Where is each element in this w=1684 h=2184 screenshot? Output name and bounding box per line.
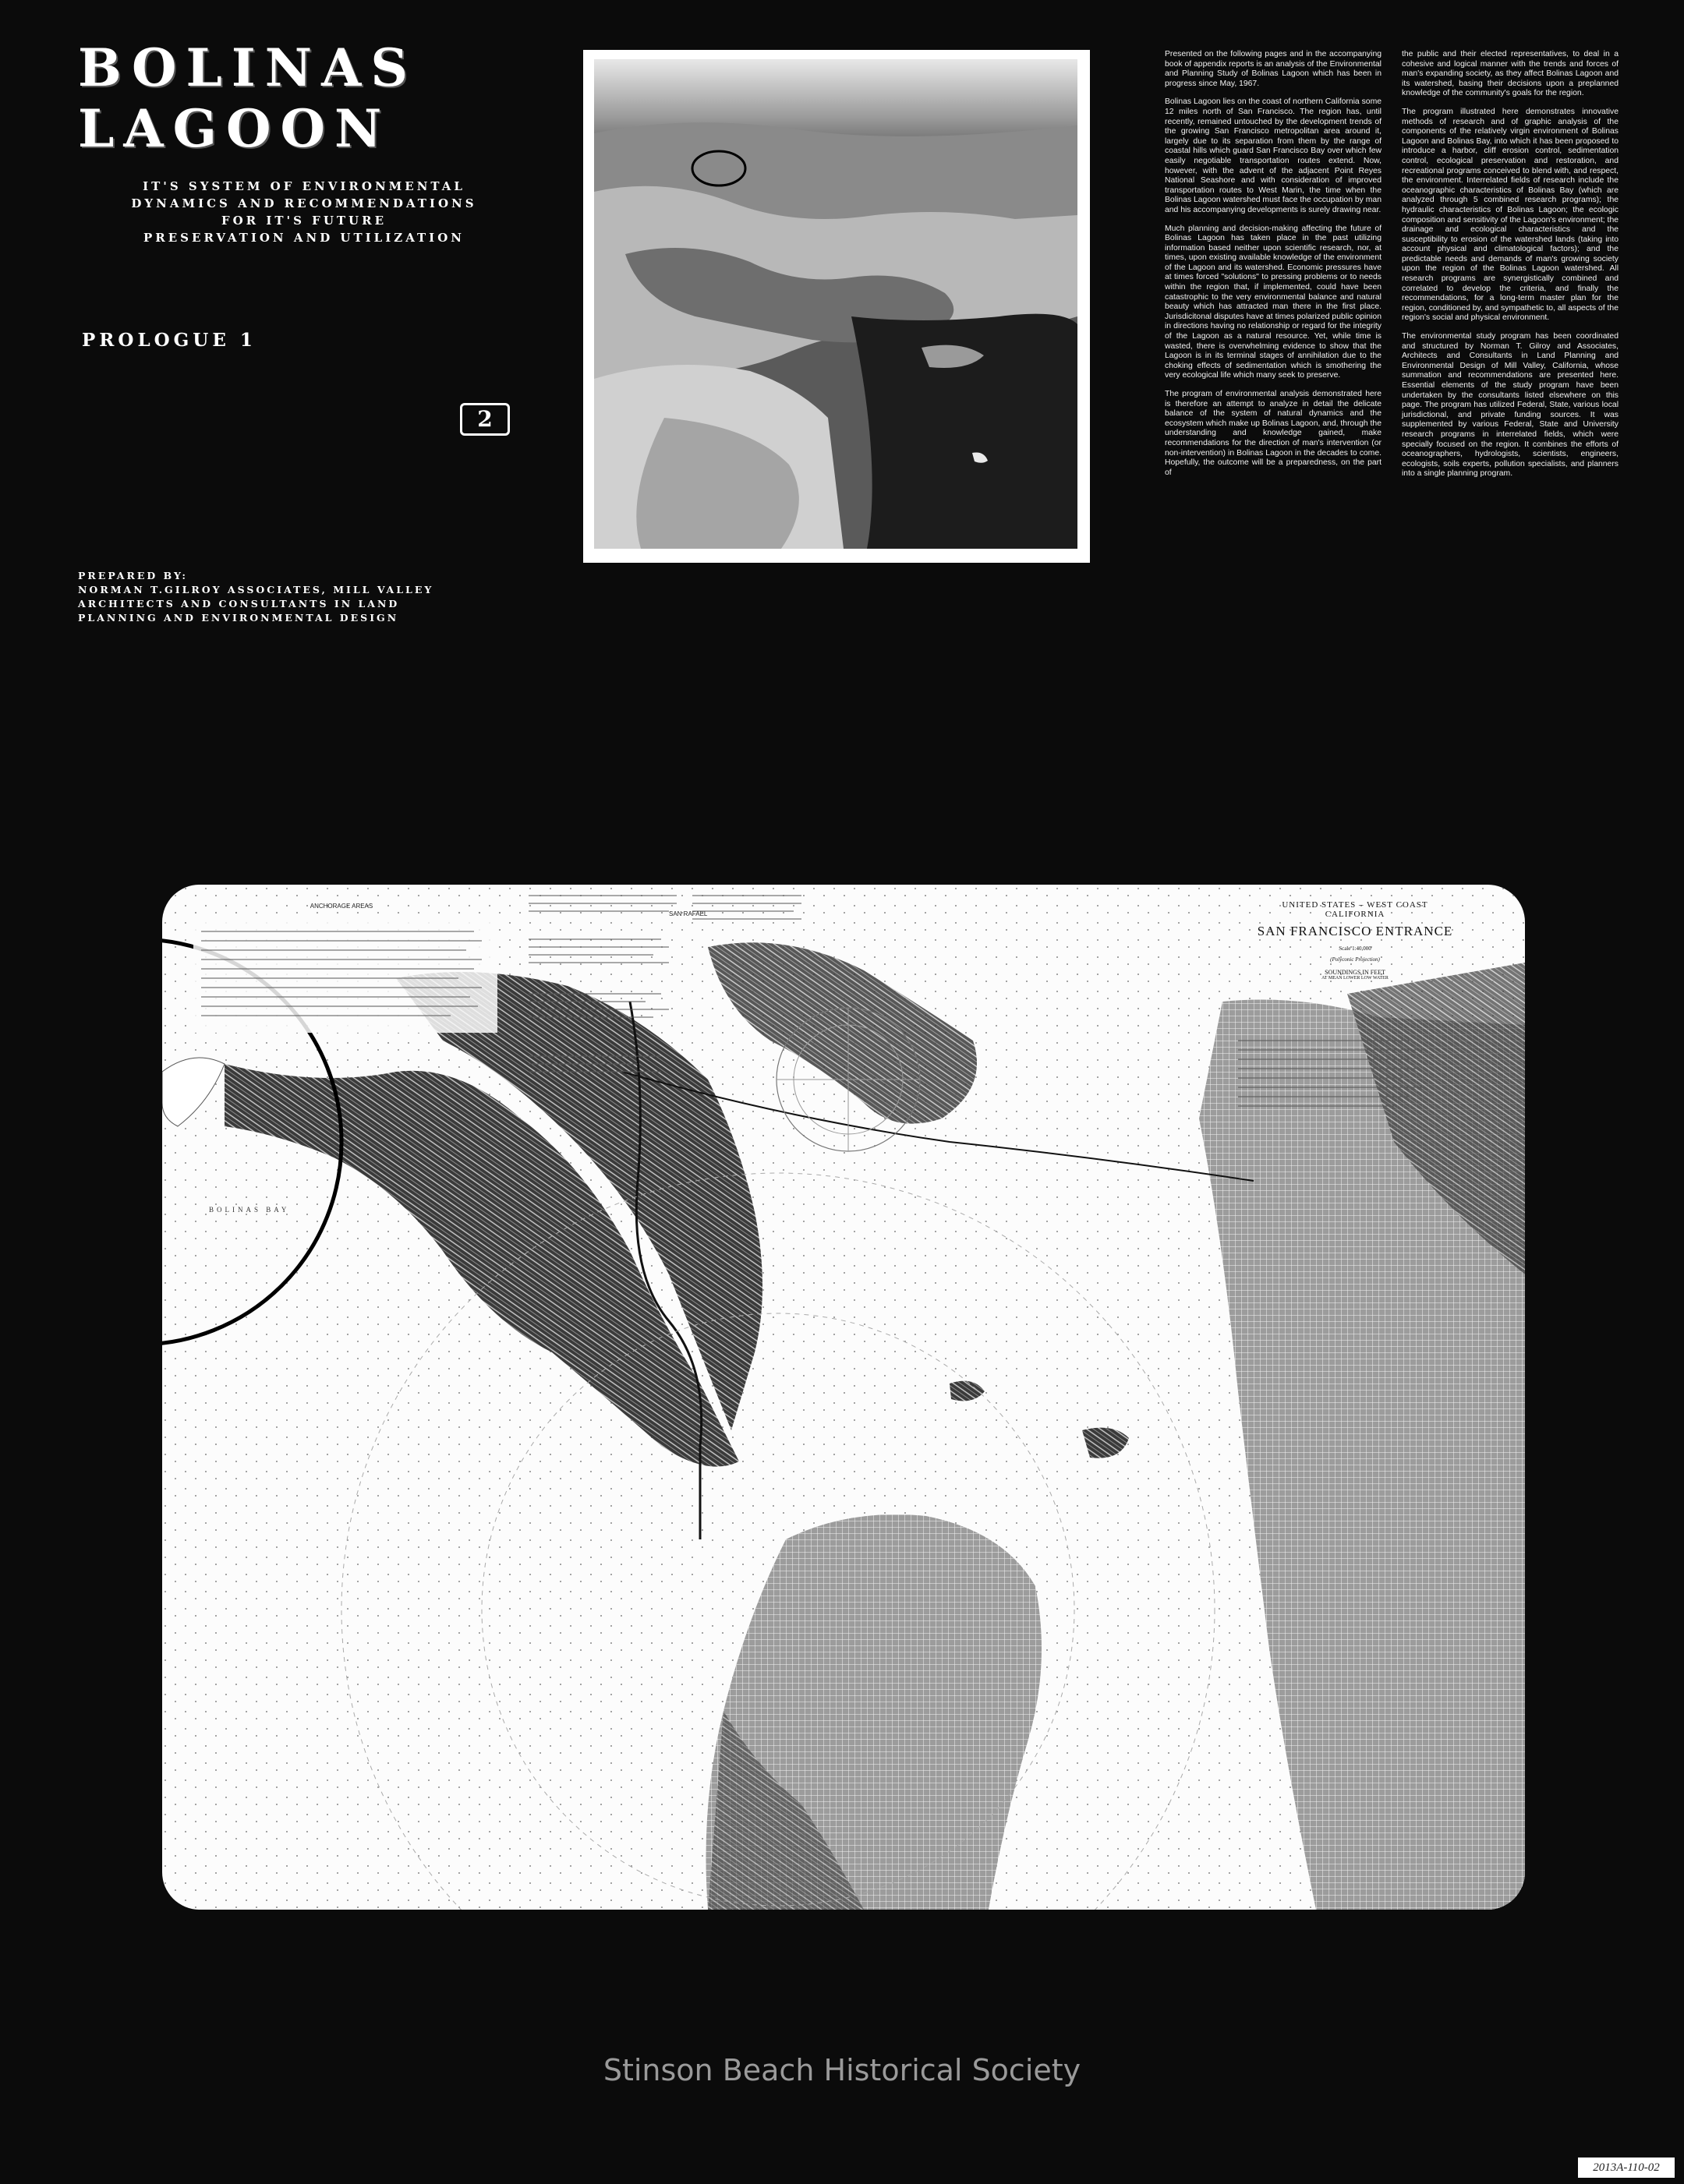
subtitle-line: IT'S SYSTEM OF ENVIRONMENTAL bbox=[143, 179, 465, 193]
nautical-chart-drawing bbox=[162, 885, 1525, 1910]
catalog-label: 2013A-110-02 bbox=[1578, 2157, 1675, 2178]
paragraph: The environmental study program has been coordinated and structured by Norman T. Gilroy and Associates, Architects and Consultants in Land Planning and Environmental Design of Mill Valley, California, whose summation and recommendations are presented here. Essential elements of the study program have been undertaken by the consultants listed elsewhere on this page. The program has utilized Federal, State, various local jurisdictional, and private funding sources. It was supplemented by various Federal, State and University research programs in interrelated fields, which were specially focused on the region. It combines the efforts of oceanographers, hydrologists, scientists, engineers, ecologists, soils experts, pollution specialists, and planners into a single planning program. bbox=[1402, 332, 1619, 479]
credit-watermark: Stinson Beach Historical Society bbox=[603, 2053, 1081, 2087]
bay-label: BOLINAS BAY bbox=[209, 1206, 290, 1214]
chart-title-main: SAN FRANCISCO ENTRANCE bbox=[1257, 924, 1453, 938]
prologue-label: PROLOGUE 1 bbox=[82, 330, 256, 351]
page-number-badge: 2 bbox=[460, 403, 510, 436]
title-line: BOLINAS bbox=[78, 37, 417, 98]
title-line: LAGOON bbox=[78, 98, 391, 159]
paragraph: Much planning and decision-making affecting the future of Bolinas Lagoon has taken place in the past utilizing information based neither upon scientific research, nor, at times, upon existing available knowledge of the environment of the Lagoon and its watershed. Economic pressures have at times forced "solutions" to pressing problems or to needs within the region that, if implemented, could have been catastrophic to the very environmental balance and natural beauty which has attracted man there in the first place. Jurisdicitonal disputes have at times polarized public opinion in directions having no relationship or regard for the integrity of the Lagoon as a natural resource. Yet, while time is wasted, there is overwhelming evidence to show that the Lagoon is in its terminal stages of annihilation due to the choking effects of sedimentation which is smothering the very ecological life which many seek to preserve. bbox=[1165, 224, 1382, 380]
chart-title-line: UNITED STATES – WEST COAST bbox=[1282, 900, 1428, 910]
intro-text-column-2 bbox=[1402, 50, 1619, 488]
paragraph: The program of environmental analysis demonstrated here is therefore an attempt to analyze in detail the delicate balance of the system of natural dynamics and the ecosystem which make up Bolinas Lagoon, and, through the understanding and knowledge gained, make recommendations for the direction of man's intervention (or non-intervention) in Bolinas Lagoon in the decades to come. Hopefully, the outcome will be a preparedness, on the part of bbox=[1165, 390, 1382, 477]
intro-text-column-1 bbox=[1165, 50, 1382, 486]
prepared-line: PLANNING AND ENVIRONMENTAL DESIGN bbox=[78, 612, 399, 624]
nautical-chart bbox=[162, 885, 1525, 1910]
prepared-by bbox=[78, 569, 546, 625]
poster-subtitle bbox=[78, 178, 530, 246]
legend-title: ANCHORAGE AREAS bbox=[310, 903, 373, 910]
prepared-line: ARCHITECTS AND CONSULTANTS IN LAND bbox=[78, 598, 400, 610]
subtitle-line: FOR IT'S FUTURE bbox=[221, 214, 387, 228]
chart-scale: Scale 1:40,000 bbox=[1339, 945, 1371, 952]
paragraph: the public and their elected representatives, to deal in a cohesive and logical manner with the trends and forces of man's expanding society, as they affect Bolinas Lagoon and its watershed, basing their decisions upon a preplanned knowledge of the community's goals for the region. bbox=[1402, 50, 1619, 98]
subtitle-line: PRESERVATION AND UTILIZATION bbox=[143, 231, 465, 245]
aerial-photo bbox=[594, 59, 1077, 549]
chart-soundings: SOUNDINGS IN FEET bbox=[1325, 969, 1385, 976]
chart-title-line: CALIFORNIA bbox=[1325, 910, 1385, 919]
chart-projection: (Polyconic Projection) bbox=[1330, 956, 1380, 963]
paragraph: Bolinas Lagoon lies on the coast of northern California some 12 miles north of San Francisco. The region has, until recently, remained untouched by the development trends of the growing San Francisco metropolitan area around it, largely due to its separation from them by the range of coastal hills which guard San Francisco Bay over which few easily negotiable transportation routes extend. Now, however, with the advent of the adjacent Point Reyes National Seashore and with consideration of improved transportation routes to West Marin, the time when the Bolinas Lagoon watershed must face the occupation by man and his accompanying developments is surely drawing near. bbox=[1165, 97, 1382, 214]
subtitle-line: DYNAMICS AND RECOMMENDATIONS bbox=[131, 196, 477, 210]
chart-datum: AT MEAN LOWER LOW WATER bbox=[1321, 976, 1389, 981]
paragraph: The program illustrated here demonstrates innovative methods of research and of graphic analysis of the components of the relatively virgin environment of Bolinas Lagoon and Bolinas Bay, into which it has been proposed to introduce a harbor, cliff erosion control, sedimentation control, ecological preservation and restoration, and recreational programs conceived to blend with, and respect, the environment. Interrelated fields of research include the oceanographic characteristics of Bolinas Bay (which are analyzed through 5 combined research programs); the hydraulic characteristics of Bolinas Lagoon; the ecologic composition and sensitivity of the Lagoon's environment; the drainage and ecological characteristics and the susceptibility to erosion of the watershed lands (taking into account physical and climatological factors); and the predictable needs and demands of man's growing society upon the region of the Bolinas Lagoon watershed. All research programs are synergistically combined and correlated to develop the criteria, and finally the recommendations, for a long-term master plan for the region, conditioned by, and sympathetic to, all aspects of the region's social and physical environment. bbox=[1402, 107, 1619, 323]
paragraph: Presented on the following pages and in the accompanying book of appendix reports is an analysis of the Environmental and Planning Study of Bolinas Lagoon which has been in progress since May, 1967. bbox=[1165, 50, 1382, 88]
place-label: SAN RAFAEL bbox=[669, 910, 708, 917]
prepared-line: NORMAN T.GILROY ASSOCIATES, MILL VALLEY bbox=[78, 584, 434, 595]
chart-title-block bbox=[1207, 900, 1503, 981]
prepared-line: PREPARED BY: bbox=[78, 570, 188, 581]
poster-title bbox=[78, 37, 546, 159]
